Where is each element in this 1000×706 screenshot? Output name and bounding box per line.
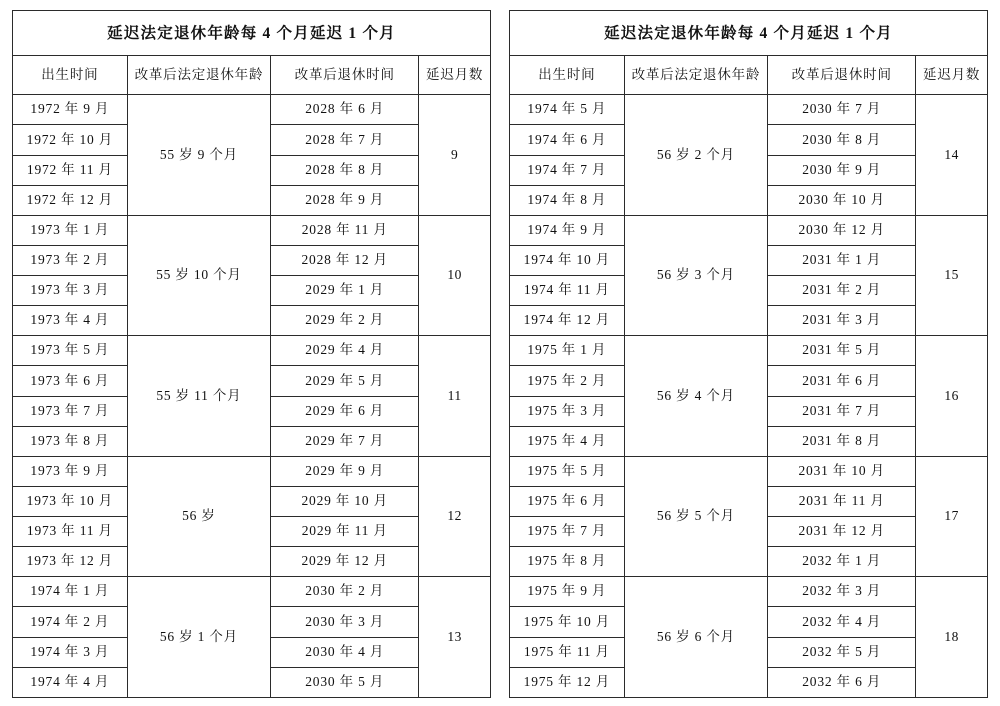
- retirement-schedule-table-right: [509, 10, 988, 698]
- retirement-age-cell: 56 岁 1 个月: [127, 577, 270, 698]
- retirement-date-cell: 2029 年 11 月: [271, 517, 419, 547]
- retirement-date-cell: 2030 年 10 月: [768, 185, 916, 215]
- retirement-date-cell: 2031 年 6 月: [768, 366, 916, 396]
- delay-months-cell: 12: [419, 456, 491, 577]
- retirement-date-cell: 2029 年 5 月: [271, 366, 419, 396]
- table-row: [13, 336, 491, 366]
- retirement-date-cell: 2029 年 1 月: [271, 276, 419, 306]
- retirement-date-cell: 2031 年 1 月: [768, 245, 916, 275]
- delay-months-cell: 13: [419, 577, 491, 698]
- retirement-date-cell: 2029 年 10 月: [271, 486, 419, 516]
- delay-months-cell: 18: [916, 577, 988, 698]
- birth-date-cell: 1974 年 11 月: [510, 276, 625, 306]
- table-row: [13, 456, 491, 486]
- birth-date-cell: 1974 年 10 月: [510, 245, 625, 275]
- retirement-schedule-table-left: [12, 10, 491, 698]
- table-row: [13, 95, 491, 125]
- schedule-table: [12, 10, 491, 698]
- birth-date-cell: 1973 年 9 月: [13, 456, 128, 486]
- birth-date-cell: 1973 年 12 月: [13, 547, 128, 577]
- birth-date-cell: 1972 年 11 月: [13, 155, 128, 185]
- birth-date-cell: 1973 年 1 月: [13, 215, 128, 245]
- retirement-date-cell: 2028 年 11 月: [271, 215, 419, 245]
- birth-date-cell: 1974 年 4 月: [13, 667, 128, 697]
- table-caption-row: [510, 11, 988, 56]
- delay-months-cell: 10: [419, 215, 491, 336]
- birth-date-cell: 1973 年 11 月: [13, 517, 128, 547]
- retirement-date-cell: 2031 年 11 月: [768, 486, 916, 516]
- birth-date-cell: 1975 年 9 月: [510, 577, 625, 607]
- birth-date-cell: 1975 年 10 月: [510, 607, 625, 637]
- retirement-date-cell: 2028 年 12 月: [271, 245, 419, 275]
- birth-date-cell: 1974 年 2 月: [13, 607, 128, 637]
- column-header: 延迟月数: [916, 56, 988, 95]
- table-caption: 延迟法定退休年龄每 4 个月延迟 1 个月: [510, 11, 988, 56]
- birth-date-cell: 1974 年 5 月: [510, 95, 625, 125]
- retirement-age-cell: 56 岁 4 个月: [624, 336, 767, 457]
- retirement-date-cell: 2031 年 7 月: [768, 396, 916, 426]
- retirement-date-cell: 2030 年 4 月: [271, 637, 419, 667]
- retirement-date-cell: 2030 年 3 月: [271, 607, 419, 637]
- retirement-date-cell: 2029 年 6 月: [271, 396, 419, 426]
- retirement-date-cell: 2031 年 10 月: [768, 456, 916, 486]
- retirement-date-cell: 2030 年 7 月: [768, 95, 916, 125]
- delay-months-cell: 14: [916, 95, 988, 216]
- birth-date-cell: 1974 年 6 月: [510, 125, 625, 155]
- birth-date-cell: 1975 年 8 月: [510, 547, 625, 577]
- table-row: [510, 95, 988, 125]
- retirement-date-cell: 2030 年 5 月: [271, 667, 419, 697]
- birth-date-cell: 1975 年 1 月: [510, 336, 625, 366]
- birth-date-cell: 1973 年 7 月: [13, 396, 128, 426]
- birth-date-cell: 1975 年 4 月: [510, 426, 625, 456]
- retirement-date-cell: 2029 年 9 月: [271, 456, 419, 486]
- birth-date-cell: 1975 年 12 月: [510, 667, 625, 697]
- retirement-age-cell: 56 岁 2 个月: [624, 95, 767, 216]
- birth-date-cell: 1975 年 11 月: [510, 637, 625, 667]
- table-row: [510, 577, 988, 607]
- table-row: [510, 456, 988, 486]
- retirement-date-cell: 2028 年 9 月: [271, 185, 419, 215]
- column-header: 出生时间: [510, 56, 625, 95]
- column-gap: [491, 10, 509, 698]
- birth-date-cell: 1975 年 6 月: [510, 486, 625, 516]
- birth-date-cell: 1974 年 1 月: [13, 577, 128, 607]
- retirement-age-cell: 56 岁 5 个月: [624, 456, 767, 577]
- birth-date-cell: 1973 年 2 月: [13, 245, 128, 275]
- retirement-age-cell: 56 岁 3 个月: [624, 215, 767, 336]
- retirement-date-cell: 2032 年 4 月: [768, 607, 916, 637]
- table-caption: 延迟法定退休年龄每 4 个月延迟 1 个月: [13, 11, 491, 56]
- table-row: [510, 336, 988, 366]
- delay-months-cell: 11: [419, 336, 491, 457]
- retirement-date-cell: 2029 年 4 月: [271, 336, 419, 366]
- retirement-date-cell: 2028 年 7 月: [271, 125, 419, 155]
- table-caption-row: [13, 11, 491, 56]
- birth-date-cell: 1973 年 3 月: [13, 276, 128, 306]
- column-header: 改革后退休时间: [768, 56, 916, 95]
- delay-months-cell: 16: [916, 336, 988, 457]
- birth-date-cell: 1975 年 2 月: [510, 366, 625, 396]
- delay-months-cell: 9: [419, 95, 491, 216]
- retirement-age-cell: 55 岁 10 个月: [127, 215, 270, 336]
- retirement-date-cell: 2028 年 6 月: [271, 95, 419, 125]
- retirement-date-cell: 2032 年 6 月: [768, 667, 916, 697]
- retirement-date-cell: 2030 年 2 月: [271, 577, 419, 607]
- birth-date-cell: 1975 年 5 月: [510, 456, 625, 486]
- schedule-table: [509, 10, 988, 698]
- delay-months-cell: 15: [916, 215, 988, 336]
- retirement-date-cell: 2032 年 5 月: [768, 637, 916, 667]
- birth-date-cell: 1973 年 8 月: [13, 426, 128, 456]
- retirement-date-cell: 2030 年 8 月: [768, 125, 916, 155]
- retirement-date-cell: 2031 年 12 月: [768, 517, 916, 547]
- birth-date-cell: 1972 年 12 月: [13, 185, 128, 215]
- retirement-date-cell: 2030 年 12 月: [768, 215, 916, 245]
- retirement-date-cell: 2032 年 3 月: [768, 577, 916, 607]
- retirement-date-cell: 2032 年 1 月: [768, 547, 916, 577]
- retirement-date-cell: 2031 年 2 月: [768, 276, 916, 306]
- retirement-date-cell: 2031 年 8 月: [768, 426, 916, 456]
- retirement-date-cell: 2031 年 5 月: [768, 336, 916, 366]
- retirement-age-cell: 56 岁 6 个月: [624, 577, 767, 698]
- column-header: 改革后退休时间: [271, 56, 419, 95]
- birth-date-cell: 1975 年 7 月: [510, 517, 625, 547]
- birth-date-cell: 1972 年 9 月: [13, 95, 128, 125]
- birth-date-cell: 1974 年 7 月: [510, 155, 625, 185]
- retirement-date-cell: 2030 年 9 月: [768, 155, 916, 185]
- birth-date-cell: 1973 年 10 月: [13, 486, 128, 516]
- birth-date-cell: 1974 年 8 月: [510, 185, 625, 215]
- table-row: [510, 215, 988, 245]
- birth-date-cell: 1973 年 5 月: [13, 336, 128, 366]
- table-header-row: [510, 56, 988, 95]
- birth-date-cell: 1973 年 4 月: [13, 306, 128, 336]
- retirement-age-cell: 55 岁 9 个月: [127, 95, 270, 216]
- delay-months-cell: 17: [916, 456, 988, 577]
- column-header: 改革后法定退休年龄: [127, 56, 270, 95]
- birth-date-cell: 1974 年 3 月: [13, 637, 128, 667]
- birth-date-cell: 1974 年 12 月: [510, 306, 625, 336]
- birth-date-cell: 1972 年 10 月: [13, 125, 128, 155]
- column-header: 改革后法定退休年龄: [624, 56, 767, 95]
- retirement-date-cell: 2029 年 7 月: [271, 426, 419, 456]
- retirement-age-cell: 56 岁: [127, 456, 270, 577]
- column-header: 延迟月数: [419, 56, 491, 95]
- retirement-date-cell: 2031 年 3 月: [768, 306, 916, 336]
- retirement-date-cell: 2029 年 12 月: [271, 547, 419, 577]
- birth-date-cell: 1974 年 9 月: [510, 215, 625, 245]
- birth-date-cell: 1973 年 6 月: [13, 366, 128, 396]
- table-row: [13, 577, 491, 607]
- birth-date-cell: 1975 年 3 月: [510, 396, 625, 426]
- retirement-date-cell: 2029 年 2 月: [271, 306, 419, 336]
- retirement-age-cell: 55 岁 11 个月: [127, 336, 270, 457]
- table-header-row: [13, 56, 491, 95]
- column-header: 出生时间: [13, 56, 128, 95]
- retirement-date-cell: 2028 年 8 月: [271, 155, 419, 185]
- table-row: [13, 215, 491, 245]
